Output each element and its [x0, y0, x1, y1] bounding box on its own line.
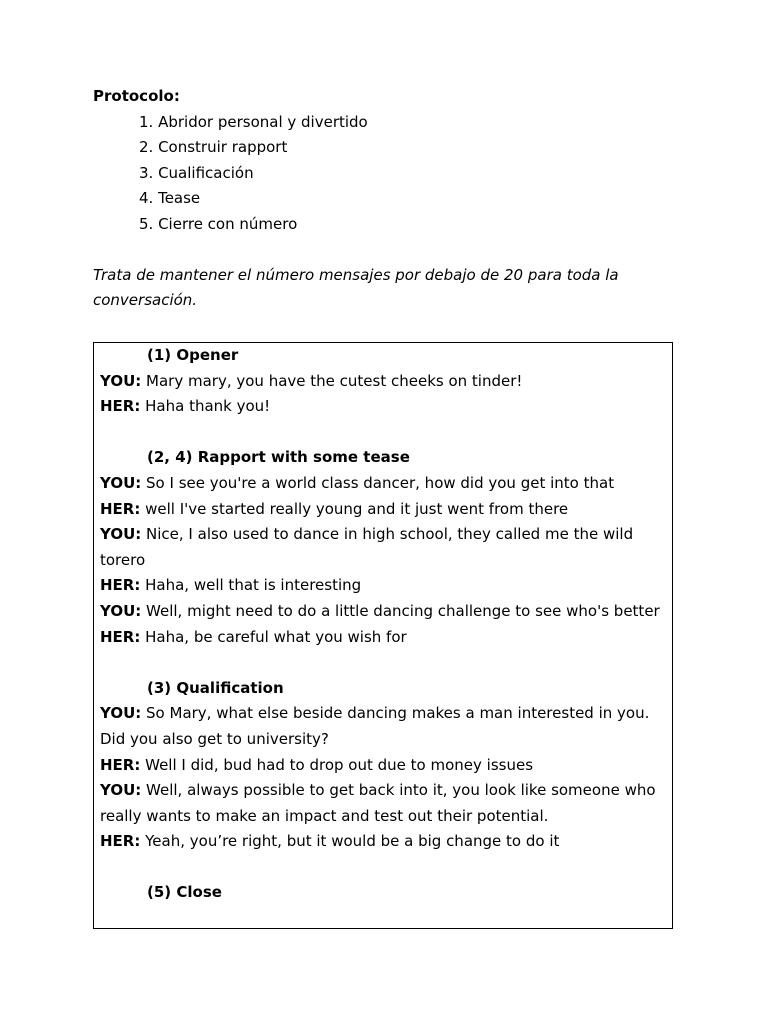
message-text: So Mary, what else beside dancing makes a man interested in you. Did you also get to university? [100, 704, 650, 748]
message-line [100, 599, 666, 625]
speaker-label: HER: [100, 627, 141, 646]
message-text: Haha thank you! [140, 397, 271, 416]
section-title: (3) Qualification [147, 678, 284, 697]
message-text: So I see you're a world class dancer, how did you get into that [141, 473, 615, 492]
message-line [100, 522, 666, 573]
message-line [100, 573, 666, 599]
message-text: well I've started really young and it just went from there [140, 499, 569, 518]
message-text: Well I did, bud had to drop out due to money issues [140, 755, 534, 774]
spacer [100, 855, 666, 881]
message-line [100, 701, 666, 752]
document-page [93, 84, 675, 329]
speaker-label: YOU: [100, 371, 142, 390]
message-text: Well, might need to do a little dancing challenge to see who's better [141, 601, 660, 620]
speaker-label: HER: [100, 755, 141, 774]
speaker-label: YOU: [100, 473, 142, 492]
speaker-label: HER: [100, 397, 141, 416]
message-line [100, 625, 666, 651]
speaker-label: YOU: [100, 781, 142, 800]
message-text: Mary mary, you have the cutest cheeks on tinder! [141, 371, 523, 390]
speaker-label: HER: [100, 576, 141, 595]
message-line [100, 753, 666, 779]
speaker-label: YOU: [100, 704, 142, 723]
section-title: (1) Opener [147, 346, 239, 364]
message-text: Nice, I also used to dance in high school, they called me the wild torero [100, 525, 634, 569]
protocol-step: 1. Abridor personal y divertido [139, 112, 368, 131]
message-text: Yeah, you’re right, but it would be a big change to do it [140, 832, 560, 851]
section-title: (5) Close [147, 883, 222, 902]
protocol-step: 3. Cualificación [139, 163, 254, 182]
speaker-label: HER: [100, 499, 141, 518]
spacer [100, 650, 666, 676]
message-text: Well, always possible to get back into it, you look like someone who really wants to make an impact and test out their potential. [100, 781, 656, 825]
protocol-steps-list [93, 110, 675, 238]
conversation-box [93, 342, 673, 929]
speaker-label: HER: [100, 832, 141, 851]
section-title: (2, 4) Rapport with some tease [147, 448, 410, 467]
protocol-step: 2. Construir rapport [139, 138, 288, 157]
protocol-heading: Protocolo: [93, 87, 180, 105]
message-line [100, 829, 666, 855]
speaker-label: YOU: [100, 601, 142, 620]
message-text: Haha, well that is interesting [140, 576, 362, 595]
message-line [100, 778, 666, 829]
speaker-label: YOU: [100, 525, 142, 544]
message-text: Haha, be careful what you wish for [140, 627, 407, 646]
message-line [100, 369, 666, 395]
spacer [100, 420, 666, 446]
protocol-step: 4. Tease [139, 189, 201, 208]
message-line [100, 497, 666, 523]
message-line [100, 394, 666, 420]
instruction-note: Trata de mantener el número mensajes por debajo de 20 para toda la conversación. [93, 265, 619, 310]
protocol-step: 5. Cierre con número [139, 214, 298, 233]
message-line [100, 471, 666, 497]
